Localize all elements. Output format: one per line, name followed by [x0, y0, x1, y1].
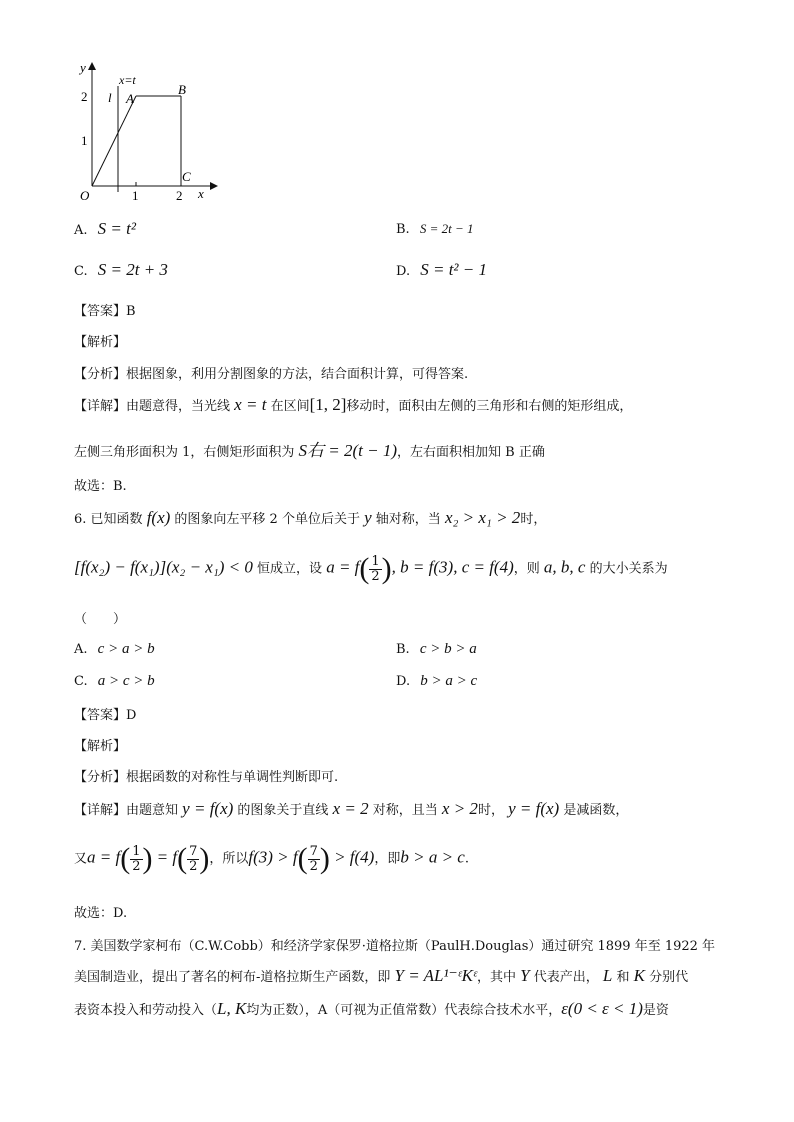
tick-x1: 1 — [132, 188, 139, 203]
q5-fenxi: 【分析】根据图象，利用分割图象的方法，结合面积计算，可得答案. — [74, 367, 469, 382]
q6-option-b: B. c > b > a — [396, 641, 477, 657]
q5-option-b-formula: S = 2t − 1 — [419, 221, 474, 236]
point-b-label: B — [178, 82, 186, 97]
q6-answer: 【答案】D — [74, 708, 137, 723]
point-c-label: C — [182, 169, 191, 184]
fraction-one-half-2: $\frac{1}{2}$ — [132, 843, 141, 874]
q6-blank: （ ） — [74, 612, 127, 627]
q6-analysis-tag: 【解析】 — [74, 739, 127, 754]
q5-option-c-formula: S = 2t + 3 — [97, 260, 168, 279]
origin-label: O — [80, 188, 90, 203]
point-a-label: A — [126, 91, 134, 106]
q6-detail-line1: 【详解】由题意知 y = f(x) 的图象关于直线 x = 2 对称，且当 x > 2时， y = f(x) 是减函数， — [74, 799, 629, 818]
q6-stem-line2: [f(x₂) − f(x₁)](x₂ − x₁) < 0 恒成立，设 a = f( $\frac{1}{2}$ ), b = f(3), c = f(4)，则 a, b, c 的大小关系为 — [74, 552, 668, 585]
q5-option-a: A. S = t² — [74, 219, 136, 238]
q5-detail-line2: 左侧三角形面积为 1，右侧矩形面积为 S右 = 2(t − 1)，左右面积相加知 B 正确 — [74, 441, 545, 460]
q5-detail-line1: 【详解】由题意得，当光线 x = t 在区间[1, 2]移动时，面积由左侧的三角形和右侧的矩形组成， — [74, 395, 633, 414]
line-label: x=t — [119, 73, 136, 87]
fraction-seven-half: $\frac{7}{2}$ — [189, 843, 198, 874]
q7-line2: 美国制造业，提出了著名的柯布-道格拉斯生产函数，即 Y = AL¹⁻ᵋKᵋ，其中 Y 代表产出， L 和 K 分别代 — [74, 966, 689, 985]
q5-option-a-formula: S = t² — [97, 219, 136, 238]
q6-choose: 故选：D. — [74, 906, 128, 921]
q6-option-d: D. b > a > c — [396, 673, 478, 689]
q5-analysis-tag: 【解析】 — [74, 335, 127, 350]
tick-y2: 2 — [81, 89, 88, 104]
q5-option-d-formula: S = t² − 1 — [420, 260, 487, 279]
q7-line3: 表资本投入和劳动投入（L, K均为正数），A（可视为正值常数）代表综合技术水平，ε(0 < ε < 1)是资 — [74, 999, 669, 1018]
l-label: l — [108, 90, 112, 105]
tick-x2: 2 — [176, 188, 183, 203]
q6-fenxi: 【分析】根据函数的对称性与单调性判断即可. — [74, 770, 339, 785]
axis-y-label: y — [80, 60, 86, 75]
q5-option-d: D. S = t² − 1 — [396, 260, 487, 279]
q6-option-a: A. c > a > b — [74, 641, 155, 657]
q7-line1: 7. 美国数学家柯布（C.W.Cobb）和经济学家保罗·道格拉斯（PaulH.Douglas）通过研究 1899 年至 1922 年 — [74, 939, 716, 954]
q5-option-b: B. S = 2t − 1 — [396, 221, 474, 237]
q5-option-c: C. S = 2t + 3 — [74, 260, 168, 279]
q6-detail-line2: 又a = f( $\frac{1}{2}$ ) = f( $\frac{7}{2}$ )，所以f(3) > f( $\frac{7}{2}$ ) > f(4)，即b > a > c. — [74, 842, 469, 875]
area-figure — [72, 58, 222, 203]
q5-choose: 故选：B. — [74, 479, 127, 494]
fraction-seven-half-2: $\frac{7}{2}$ — [309, 843, 318, 874]
q5-answer: 【答案】B — [74, 304, 136, 319]
axis-x-label: x — [198, 186, 204, 201]
tick-y1: 1 — [81, 133, 88, 148]
q6-stem-line1: 6. 已知函数 f(x) 的图象向左平移 2 个单位后关于 y 轴对称，当 x₂ > x₁ > 2时， — [74, 508, 547, 527]
q6-option-c: C. a > c > b — [74, 673, 155, 689]
fraction-one-half: $\frac{1}{2}$ — [371, 553, 380, 584]
